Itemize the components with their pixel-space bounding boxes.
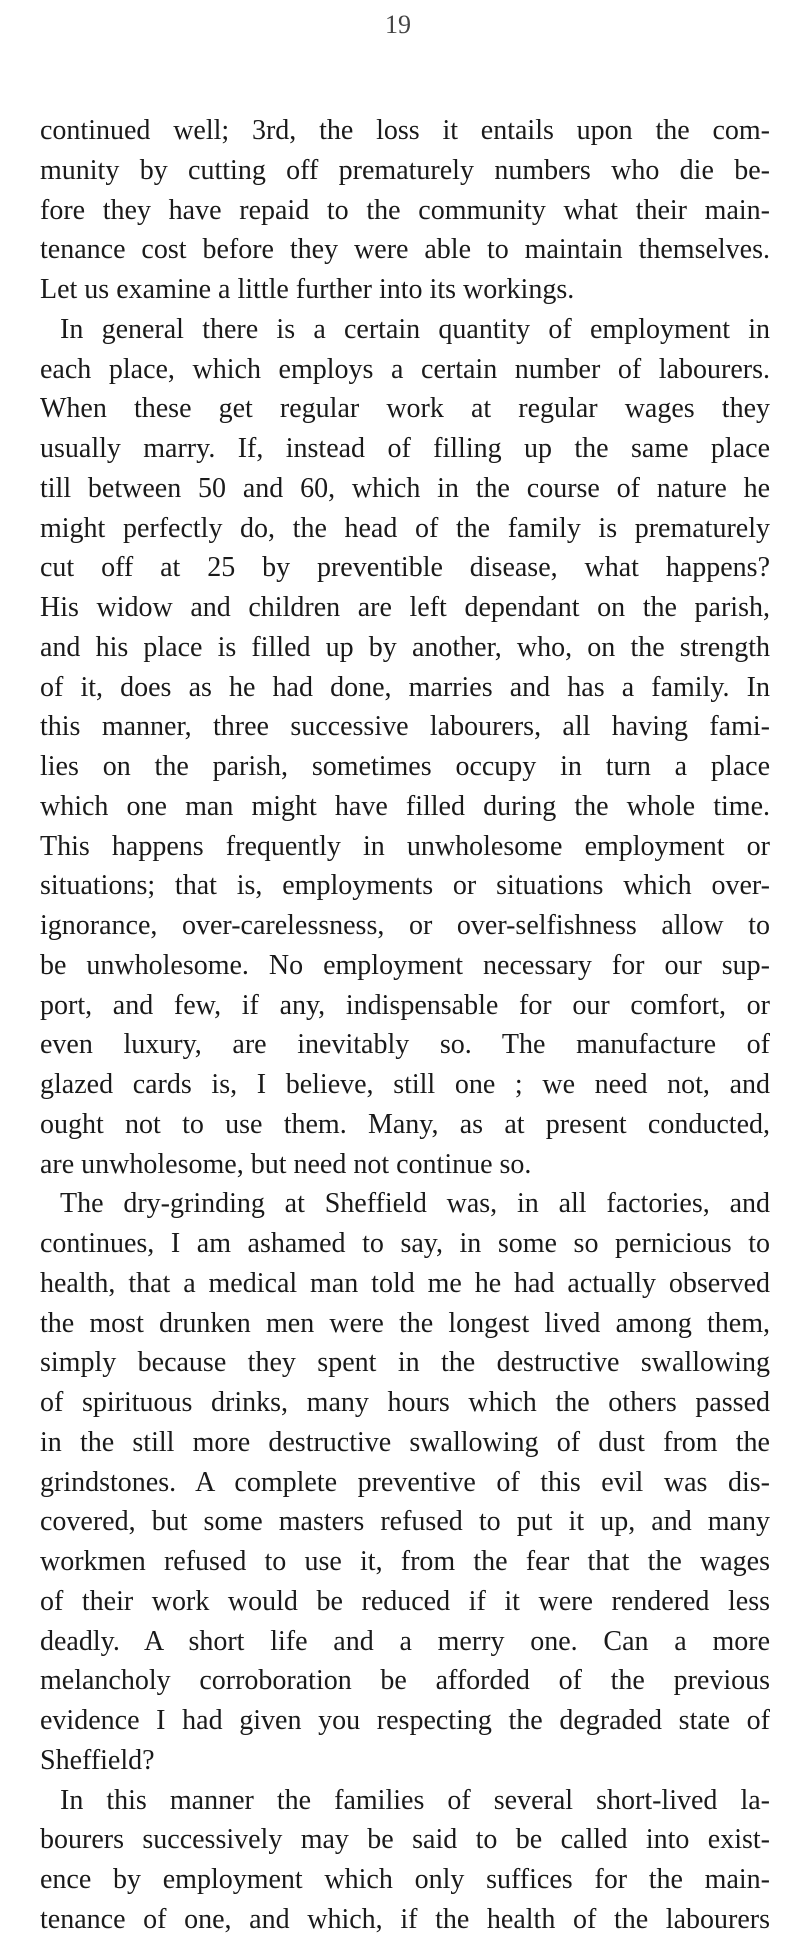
text-line: workmen refused to use it, from the fear that the wages: [40, 1546, 770, 1577]
text-line: fore they have repaid to the community what their main-: [40, 194, 770, 226]
body-text: [40, 111, 770, 1940]
text-line: might perfectly do, the head of the family is prematurely: [40, 512, 770, 544]
text-line: glazed cards is, I believe, still one ; we need not, and: [40, 1069, 770, 1100]
text-line: cut off at 25 by preventible disease, what happens?: [40, 552, 770, 584]
text-line: in the still more destructive swallowing of dust from the: [40, 1426, 770, 1458]
text-line: grindstones. A complete preventive of this evil was dis-: [40, 1466, 770, 1498]
text-line: Let us examine a little further into its workings.: [40, 274, 575, 305]
text-line: This happens frequently in unwholesome employment or: [40, 830, 770, 862]
text-line: health, that a medical man told me he had actually observed: [40, 1267, 770, 1299]
text-line: melancholy corroboration be afforded of the previous: [40, 1665, 770, 1697]
text-line: tenance cost before they were able to maintain themselves.: [40, 234, 770, 266]
text-line: ence by employment which only suffices for the main-: [40, 1864, 770, 1895]
text-line: Sheffield?: [40, 1744, 155, 1776]
text-line: tenance of one, and which, if the health of the labourers: [40, 1903, 770, 1935]
text-line: each place, which employs a certain number of labourers.: [40, 353, 770, 385]
text-line: His widow and children are left dependant on the parish,: [40, 592, 770, 623]
text-line: covered, but some masters refused to put it up, and many: [40, 1506, 770, 1538]
text-line: be unwholesome. No employment necessary for our sup-: [40, 949, 770, 981]
text-line: deadly. A short life and a merry one. Can a more: [40, 1625, 770, 1657]
text-line: situations; that is, employments or situations which over-: [40, 870, 770, 902]
text-line: continues, I am ashamed to say, in some so pernicious to: [40, 1228, 770, 1259]
text-line: of their work would be reduced if it were rendered less: [40, 1585, 770, 1617]
text-line: The dry-grinding at Sheffield was, in all factories, and: [60, 1188, 770, 1220]
text-line: usually marry. If, instead of filling up the same place: [40, 433, 770, 464]
text-line: In general there is a certain quantity of employment in: [60, 313, 770, 345]
text-line: evidence I had given you respecting the degraded state of: [40, 1705, 770, 1736]
text-line: When these get regular work at regular wages they: [40, 393, 770, 425]
text-line: munity by cutting off prematurely numbers who die be-: [40, 154, 770, 186]
text-line: of spirituous drinks, many hours which the others passed: [40, 1387, 770, 1418]
text-line: In this manner the families of several short-lived la-: [60, 1784, 770, 1816]
text-line: even luxury, are inevitably so. The manufacture of: [40, 1029, 770, 1061]
text-line: till between 50 and 60, which in the course of nature he: [40, 472, 770, 504]
text-line: which one man might have filled during the whole time.: [40, 790, 770, 822]
text-line: ignorance, over-carelessness, or over-selfishness allow to: [40, 910, 770, 941]
text-line: are unwholesome, but need not continue so.: [40, 1148, 532, 1180]
text-line: continued well; 3rd, the loss it entails upon the com-: [40, 115, 770, 146]
text-line: simply because they spent in the destructive swallowing: [40, 1347, 770, 1379]
text-line: the most drunken men were the longest lived among them,: [40, 1307, 770, 1339]
page-number: 19: [385, 10, 411, 39]
text-line: bourers successively may be said to be called into exist-: [40, 1824, 770, 1856]
text-line: port, and few, if any, indispensable for our comfort, or: [40, 989, 770, 1021]
text-line: and his place is filled up by another, who, on the strength: [40, 631, 770, 663]
text-line: ought not to use them. Many, as at present conducted,: [40, 1108, 770, 1140]
text-line: this manner, three successive labourers, all having fami-: [40, 711, 770, 743]
text-line: of it, does as he had done, marries and has a family. In: [40, 671, 770, 703]
text-line: lies on the parish, sometimes occupy in turn a place: [40, 751, 770, 782]
